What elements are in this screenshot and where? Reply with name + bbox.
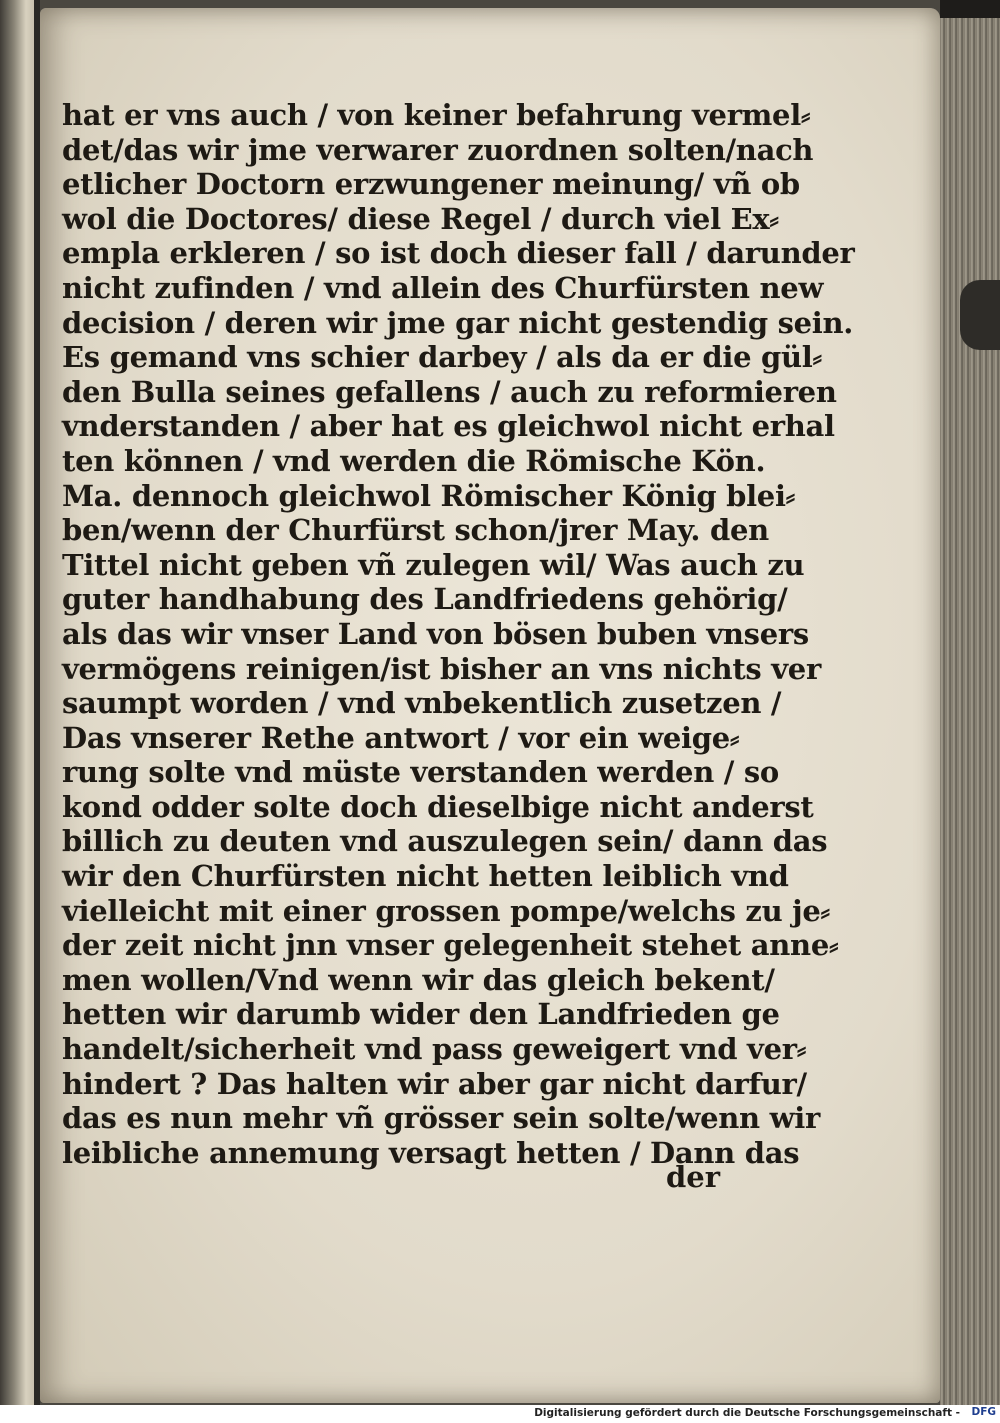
book-clasp xyxy=(960,280,1000,350)
text-line: als das wir vnser Land von bösen buben vnsers xyxy=(62,616,809,651)
text-line: empla erkleren / so ist doch dieser fall / darunder xyxy=(62,236,855,271)
text-line: handelt/sicherheit vnd pass geweigert vnd ver⸗ xyxy=(62,1032,807,1067)
page-text xyxy=(62,98,855,1170)
text-line: nicht zufinden / vnd allein des Churfürsten new xyxy=(62,270,824,305)
text-line: Das vnserer Rethe antwort / vor ein weige⸗ xyxy=(62,720,740,755)
text-line: det/das wir jme verwarer zuordnen solten/nach xyxy=(62,132,814,167)
text-line: men wollen/Vnd wenn wir das gleich bekent/ xyxy=(62,962,775,997)
funding-credit: Digitalisierung gefördert durch die Deutsche Forschungsgemeinschaft - xyxy=(534,1407,960,1419)
text-line: kond odder solte doch dieselbige nicht anderst xyxy=(62,789,814,824)
dfg-logo-icon: DFG xyxy=(971,1406,996,1418)
text-line: ten können / vnd werden die Römische Kön. xyxy=(62,443,766,478)
text-line: vermögens reinigen/ist bisher an vns nichts ver xyxy=(62,651,821,686)
text-line: hetten wir darumb wider den Landfrieden ge xyxy=(62,997,780,1032)
text-line: rung solte vnd müste verstanden werden / so xyxy=(62,755,779,790)
text-line: Tittel nicht geben vñ zulegen wil/ Was auch zu xyxy=(62,547,805,582)
text-line: decision / deren wir jme gar nicht gestendig sein. xyxy=(62,305,854,340)
text-line: hat er vns auch / von keiner befahrung vermel⸗ xyxy=(62,98,811,132)
text-line: vielleicht mit einer grossen pompe/welchs zu je⸗ xyxy=(62,893,830,928)
scan-corner xyxy=(940,0,1000,18)
text-line: etlicher Doctorn erzwungener meinung/ vñ ob xyxy=(62,167,800,202)
text-line: den Bulla seines gefallens / auch zu reformieren xyxy=(62,374,837,409)
text-line: leibliche annemung versagt hetten / Dann das xyxy=(62,1135,800,1170)
text-line: guter handhabung des Landfriedens gehörig/ xyxy=(62,582,788,617)
text-line: hindert ? Das halten wir aber gar nicht darfur/ xyxy=(62,1066,807,1101)
text-line: billich zu deuten vnd auszulegen sein/ dann das xyxy=(62,824,828,859)
text-line: ben/wenn der Churfürst schon/jrer May. den xyxy=(62,513,769,548)
text-line: Ma. dennoch gleichwol Römischer König blei⸗ xyxy=(62,478,796,513)
text-line: Es gemand vns schier darbey / als da er die gül⸗ xyxy=(62,340,822,375)
text-line: wol die Doctores/ diese Regel / durch viel Ex⸗ xyxy=(62,201,779,236)
text-line: saumpt worden / vnd vnbekentlich zusetzen / xyxy=(62,686,782,721)
digitization-footer xyxy=(0,1405,1000,1423)
text-line: wir den Churfürsten nicht hetten leiblich vnd xyxy=(62,859,789,894)
text-line: vnderstanden / aber hat es gleichwol nicht erhal xyxy=(62,409,835,444)
page-edges xyxy=(940,0,1000,1405)
text-line: das es nun mehr vñ grösser sein solte/wenn wir xyxy=(62,1101,820,1136)
catchword: der xyxy=(666,1160,721,1194)
text-line: der zeit nicht jnn vnser gelegenheit stehet anne⸗ xyxy=(62,928,839,963)
